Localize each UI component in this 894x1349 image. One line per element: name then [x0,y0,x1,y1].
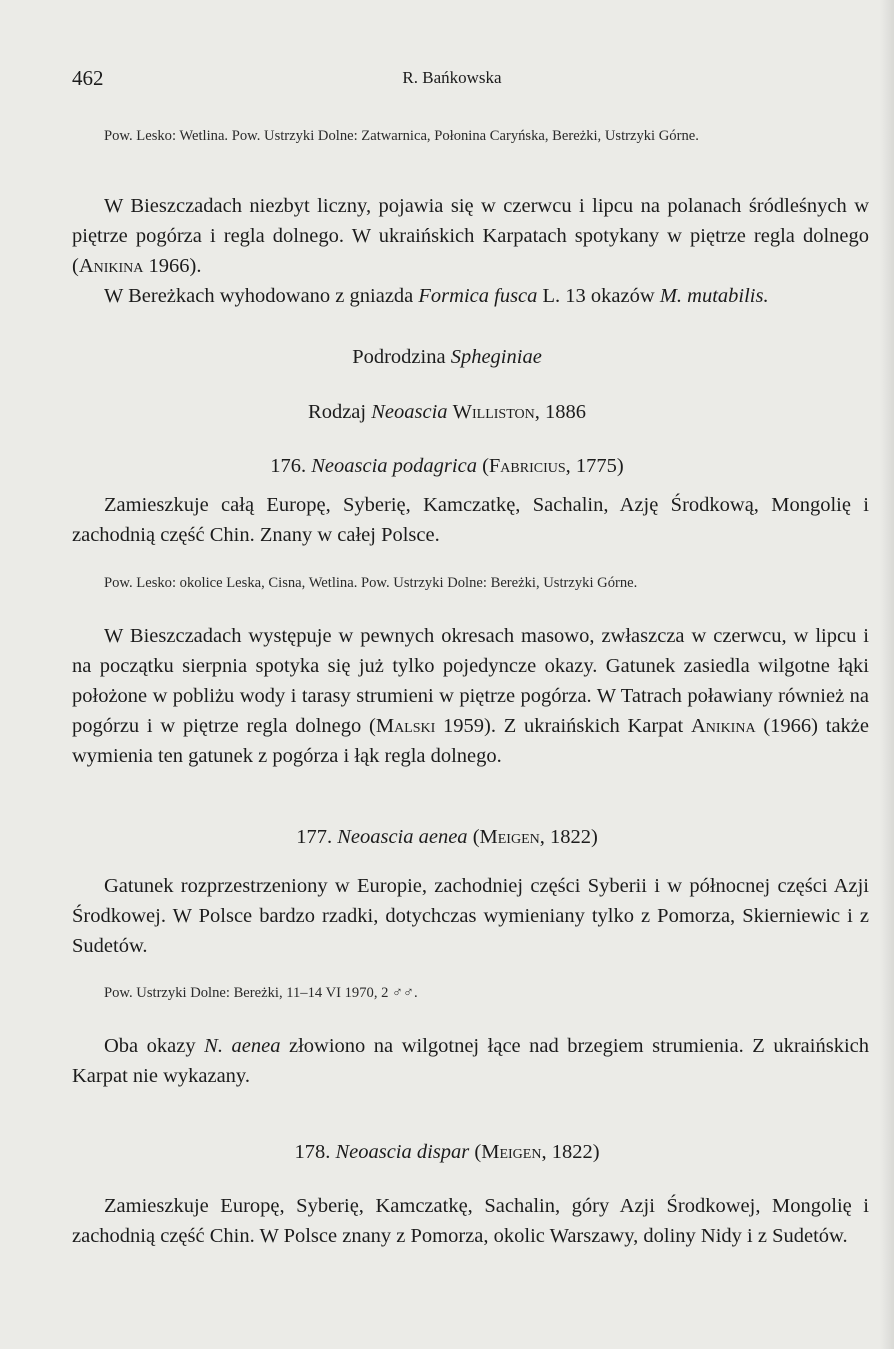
rearing-text [72,281,869,311]
range-text: Zamieszkuje Europę, Syberię, Kamczatkę, Sachalin, góry Azji Środkowej, Mongolię i zachodnią część Chin. W Polsce znany z Pomorza, okolic Warszawy, doliny Nidy i z Sudetów. [72,1195,869,1247]
ecology-text-b: złowiono na wilgotnej łące nad brzegiem strumienia. Z ukraińskich Karpat nie wykazany. [72,1035,869,1087]
citation-author: Anikina [78,255,144,277]
species-author: Fabricius [488,455,566,477]
genus-label: Rodzaj [308,401,372,423]
genus-heading [0,397,894,427]
genus-year: , 1886 [534,401,586,423]
citation-author: Anikina [691,715,756,737]
species-author: Meigen [479,826,540,848]
range-text: Gatunek rozprzestrzeniony w Europie, zachodniej części Syberii i w północnej części Azji Środkowej. W Polsce bardzo rzadki, dotychczas wymieniany tylko z Pomorza, Skierniewic i z Sudetów. [72,875,869,957]
page-edge-shadow [880,0,894,1349]
genus-author: Williston [452,401,535,423]
range-paragraph-177 [72,871,869,961]
reared-species-name: M. mutabilis. [659,285,769,307]
species-year: , 1775) [565,455,624,477]
ecology-paragraph-176 [72,621,869,771]
ecology-text-c: (1966) także wymienia ten gatunek z pogórza i łąk regla dolnego. [72,715,869,767]
ecology-text-a: Oba okazy [104,1035,205,1057]
citation-author: Malski [375,715,436,737]
ecology-text [72,1031,869,1091]
range-text: Zamieszkuje całą Europę, Syberię, Kamczatkę, Sachalin, Azję Środkową, Mongolię i zachodnią część Chin. Znany w całej Polsce. [72,494,869,546]
ecology-text [72,191,869,281]
page-header [72,66,832,96]
species-name: Neoascia dispar [335,1141,470,1163]
ecology-text-b: 1966). [143,255,202,277]
species-heading-176 [0,451,894,481]
localities-paragraph-top [72,124,869,148]
species-year: , 1822) [539,826,598,848]
species-heading-178 [0,1137,894,1167]
species-paren: ( [476,455,489,477]
species-year: , 1822) [541,1141,600,1163]
localities-paragraph-176 [72,571,869,595]
species-author: Meigen [481,1141,542,1163]
rearing-text-a: W Bereżkach wyhodowano z gniazda [104,285,419,307]
species-number: 177. [296,826,338,848]
species-heading-177 [0,822,894,852]
ecology-text-b: 1959). Z ukraińskich Karpat [435,715,691,737]
species-name: Neoascia podagrica [311,455,477,477]
species-name: Neoascia aenea [337,826,468,848]
localities-paragraph-177 [72,981,869,1005]
ecology-text-a: W Bieszczadach niezbyt liczny, pojawia się w czerwcu i lipcu na polanach śródleśnych w piętrze pogórza i regla dolnego. W ukraińskich Karpatach spotykany w piętrze regla dolnego ( [72,195,869,277]
ecology-text-a: W Bieszczadach występuje w pewnych okresach masowo, zwłaszcza w czerwcu, w lipcu i na początku sierpnia spotyka się już tylko pojedyncze okazy. Gatunek zasiedla wilgotne łąki położone w pobliżu wody i tarasy strumieni w piętrze pogórza. W Tatrach poławiany również na pogórzu i w piętrze regla dolnego ( [72,625,869,737]
rearing-text-b: L. 13 okazów [537,285,660,307]
subfamily-heading [0,342,894,372]
ecology-paragraph-177 [72,1031,869,1091]
running-head-author: R. Bańkowska [402,68,502,87]
subfamily-label: Podrodzina [352,346,451,368]
genus-name: Neoascia [371,401,448,423]
subfamily-name: Spheginiae [450,346,542,368]
rearing-paragraph [72,281,869,311]
ecology-paragraph [72,191,869,281]
species-abbrev: N. aenea [204,1035,281,1057]
localities-text: Pow. Lesko: Wetlina. Pow. Ustrzyki Dolne: Zatwarnica, Połonina Caryńska, Bereżki, Ustrzyki Górne. [104,128,699,144]
range-paragraph-176 [72,490,869,550]
page-number: 462 [72,66,104,90]
ecology-text [72,621,869,771]
species-number: 176. [270,455,312,477]
localities-text: Pow. Ustrzyki Dolne: Bereżki, 11–14 VI 1970, 2 ♂♂. [104,985,418,1001]
host-species-name: Formica fusca [418,285,538,307]
range-paragraph-178 [72,1191,869,1251]
species-paren: ( [467,826,480,848]
localities-text: Pow. Lesko: okolice Leska, Cisna, Wetlina. Pow. Ustrzyki Dolne: Bereżki, Ustrzyki Górne. [104,575,638,591]
species-number: 178. [294,1141,336,1163]
species-paren: ( [469,1141,482,1163]
